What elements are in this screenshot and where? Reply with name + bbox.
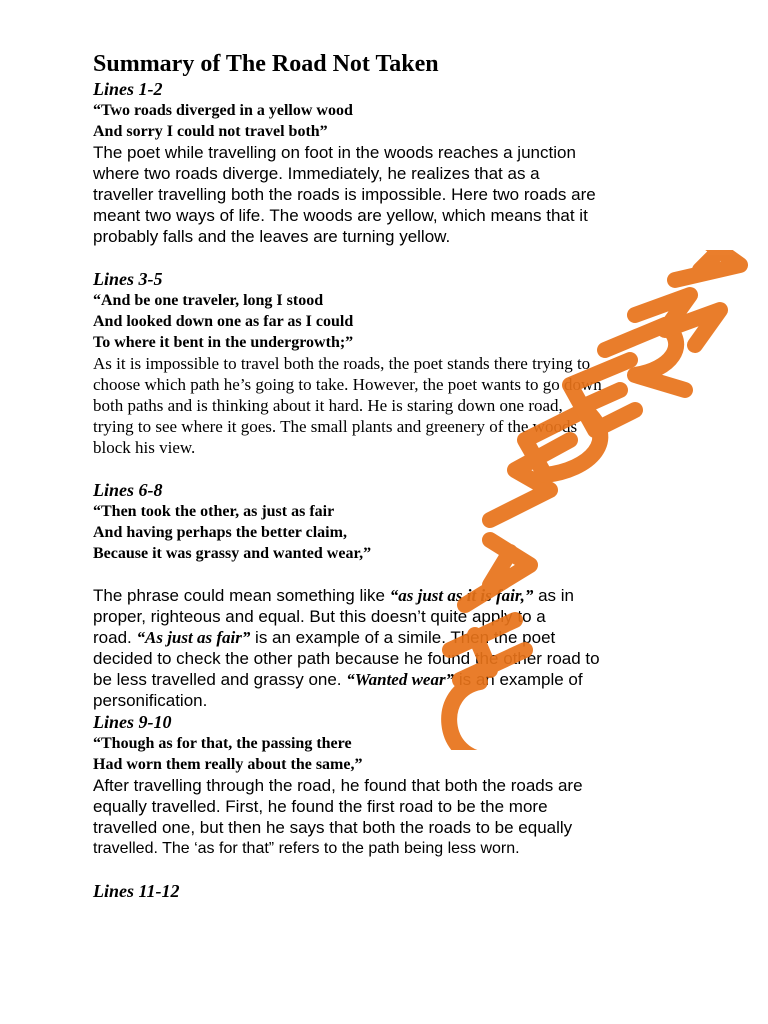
section-heading: Lines 9-10 <box>93 712 172 732</box>
summary-line: where two roads diverge. Immediately, he realizes that as a <box>93 164 540 183</box>
summary-line <box>93 669 693 690</box>
poem-quote-line: “Though as for that, the passing there <box>93 735 352 752</box>
summary-text: is an example of <box>454 670 583 689</box>
section-lines-6-8 <box>93 479 693 711</box>
summary-text: road. <box>93 628 137 647</box>
spacer <box>93 859 693 880</box>
summary-line: After travelling through the road, he found that both the roads are <box>93 776 583 795</box>
summary-line: both paths and is thinking about it hard. He is staring down one road, <box>93 396 563 415</box>
summary-line: choose which path he’s going to take. However, the poet wants to go down <box>93 375 602 394</box>
summary-line: meant two ways of life. The woods are yellow, which means that it <box>93 206 588 225</box>
summary-line: traveller travelling both the roads is impossible. Here two roads are <box>93 185 596 204</box>
emphasis-quote: “as just as it is fair,” <box>389 586 534 605</box>
summary-line: As it is impossible to travel both the roads, the poet stands there trying to <box>93 354 591 373</box>
summary-text: as in <box>533 586 574 605</box>
page-title: Summary of The Road Not Taken <box>93 51 439 77</box>
summary-line: probably falls and the leaves are turning yellow. <box>93 227 451 246</box>
section-heading: Lines 6-8 <box>93 480 163 500</box>
summary-text: is an example of a simile. Then the poet <box>250 628 556 647</box>
section-lines-3-5 <box>93 268 693 458</box>
summary-line: The poet while travelling on foot in the woods reaches a junction <box>93 143 576 162</box>
poem-quote-line: “Then took the other, as just as fair <box>93 503 335 520</box>
section-lines-9-10 <box>93 711 693 859</box>
summary-line <box>93 585 693 606</box>
summary-line: travelled one, but then he says that both the roads to be equally <box>93 818 573 837</box>
summary-line: travelled. The ‘as for that” refers to the path being less worn. <box>93 840 520 857</box>
emphasis-quote: “As just as fair” <box>136 628 251 647</box>
section-heading: Lines 11-12 <box>93 881 180 901</box>
poem-quote-line: “Two roads diverged in a yellow wood <box>93 102 353 119</box>
section-heading: Lines 1-2 <box>93 79 163 99</box>
poem-quote-line: Had worn them really about the same,” <box>93 756 363 773</box>
summary-line: block his view. <box>93 438 196 457</box>
emphasis-quote: “Wanted wear” <box>346 670 455 689</box>
spacer <box>93 247 693 268</box>
summary-line: equally travelled. First, he found the first road to be the more <box>93 797 548 816</box>
summary-text: be less travelled and grassy one. <box>93 670 347 689</box>
poem-quote-line: Because it was grassy and wanted wear,” <box>93 545 372 562</box>
document-page <box>93 50 693 902</box>
section-lines-1-2 <box>93 78 693 247</box>
poem-quote-line: And looked down one as far as I could <box>93 313 354 330</box>
poem-quote-line: And having perhaps the better claim, <box>93 524 347 541</box>
section-heading: Lines 3-5 <box>93 269 163 289</box>
spacer <box>93 564 693 585</box>
section-lines-11-12 <box>93 880 693 902</box>
summary-line <box>93 627 693 648</box>
summary-line: trying to see where it goes. The small plants and greenery of the woods <box>93 417 578 436</box>
summary-line: proper, righteous and equal. But this doesn’t quite apply to a <box>93 607 546 626</box>
summary-line: decided to check the other path because he found the other road to <box>93 649 600 668</box>
poem-quote-line: And sorry I could not travel both” <box>93 123 328 140</box>
summary-text: The phrase could mean something like <box>93 586 390 605</box>
summary-line: personification. <box>93 691 208 710</box>
spacer <box>93 458 693 479</box>
poem-quote-line: “And be one traveler, long I stood <box>93 292 324 309</box>
poem-quote-line: To where it bent in the undergrowth;” <box>93 334 354 351</box>
